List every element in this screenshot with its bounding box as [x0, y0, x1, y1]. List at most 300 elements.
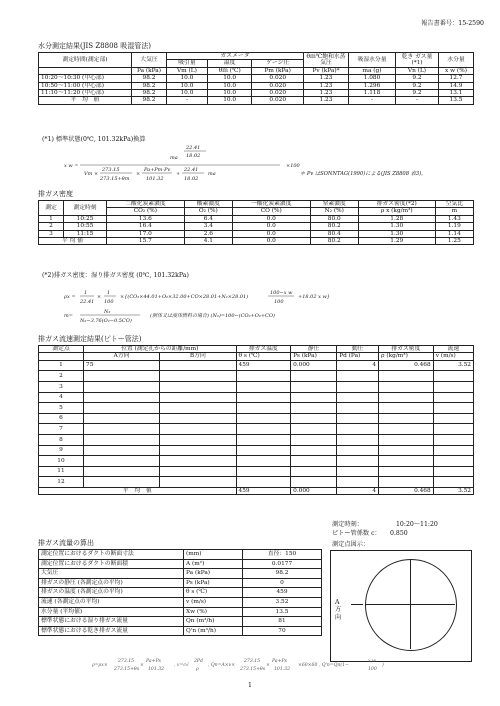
meas-time-label: 測定時刻： [332, 521, 363, 528]
cell: 0.468 [379, 360, 434, 371]
cell [433, 434, 473, 445]
cell: - [167, 97, 208, 104]
avg-row [39, 97, 474, 104]
cell [160, 381, 236, 392]
unit-cell: v (m/s) [433, 353, 473, 360]
cell: 10 [39, 456, 84, 467]
col-no: 測定 [39, 201, 64, 216]
table-row [39, 75, 474, 82]
svg-text:ma: ma [170, 155, 178, 161]
cell: A (m²) [184, 559, 243, 569]
svg-text:273.15+θs: 273.15+θs [114, 667, 140, 672]
table-row [39, 360, 474, 371]
cell [236, 424, 291, 435]
unit-cell: ρ x (kg/m³) [358, 208, 435, 215]
cell [84, 434, 160, 445]
table-row [39, 381, 474, 392]
svg-text:, Qn=A×v×: , Qn=A×v× [208, 663, 236, 668]
cell [291, 392, 337, 403]
cell [84, 445, 160, 456]
cell [291, 445, 337, 456]
cell: 10.0 [167, 89, 208, 96]
table-row [39, 456, 474, 467]
avg-label: 平 均 値 [39, 487, 237, 494]
cell: 測定位置におけるダクトの断面寸法 [39, 550, 184, 560]
cell [160, 413, 236, 424]
unit-cell: Pm (kPa) [252, 67, 304, 74]
cell [291, 403, 337, 414]
svg-text:Pa+Ps: Pa+Ps [272, 659, 287, 664]
table-row [39, 82, 474, 89]
cell [337, 434, 379, 445]
cell: 10.0 [167, 82, 208, 89]
cell [291, 371, 337, 382]
cell: 14.9 [439, 82, 474, 89]
table-row [39, 569, 322, 579]
cell: 1.080 [349, 75, 396, 82]
table-row [39, 578, 322, 588]
cell [337, 403, 379, 414]
cell: 98.2 [132, 89, 167, 96]
svg-text:ma: ma [208, 171, 216, 177]
moisture-note-1: (*1) 標準状態(0℃, 101.32kPa)換算 [42, 136, 146, 143]
svg-text:Pa+Pm-Pv: Pa+Pm-Pv [144, 167, 171, 173]
cell [236, 456, 291, 467]
cell: 大気圧 [39, 569, 184, 579]
unit-cell: x w (%) [439, 67, 474, 74]
cell [160, 477, 236, 488]
cell: 1.23 [304, 82, 349, 89]
cell [291, 381, 337, 392]
col-time: 測定時間(測定部) [39, 53, 132, 68]
flow-section-title: 排ガス流速測定結果(ピトー管法) [38, 335, 142, 343]
cell [236, 445, 291, 456]
unit-cell: O₂ (%) [184, 208, 232, 215]
cell [236, 392, 291, 403]
col-dry: 乾き ガス量(*1) [396, 53, 439, 68]
cell: 459 [243, 588, 322, 598]
cell [379, 477, 434, 488]
cell: 流速 (各測定点の平均) [39, 597, 184, 607]
cell [84, 381, 160, 392]
cell: 6.4 [184, 215, 232, 222]
col-temp: 温度 [207, 60, 252, 67]
cell [291, 466, 337, 477]
unit-cell: m [435, 208, 473, 215]
svg-text:101.32: 101.32 [148, 667, 165, 672]
table-row [39, 371, 474, 382]
cell [433, 477, 473, 488]
cell [291, 413, 337, 424]
cell: 11:15 [64, 230, 107, 237]
table-row [39, 424, 474, 435]
cell: 1.30 [358, 223, 435, 230]
col-absorb: 吸湿水分量 [349, 53, 396, 68]
cell: 排ガスの静圧 (各測定点の平均) [39, 578, 184, 588]
gasflow-table [38, 549, 322, 636]
cell: 10.0 [167, 75, 208, 82]
cell: 9.2 [396, 82, 439, 89]
unit-cell: Pa (kPa) [132, 67, 167, 74]
cell [236, 381, 291, 392]
col-o2: 酸素濃度 [184, 201, 232, 208]
cell: 測定位置におけるダクトの断面積 [39, 559, 184, 569]
table-row [39, 392, 474, 403]
col-gas-meter: ガスメータ [167, 53, 304, 60]
svg-text:×60×60 , Q'n=Qn(1−: ×60×60 , Q'n=Qn(1− [298, 663, 349, 668]
svg-text:m=: m= [64, 313, 73, 319]
cell: 直径：150 [243, 550, 322, 560]
unit-cell: Ps (kPa) [291, 353, 337, 360]
gasflow-section-title: 排ガス流量の算出 [38, 539, 94, 547]
cell [379, 381, 434, 392]
cell: 1.23 [304, 75, 349, 82]
svg-text:1: 1 [107, 290, 111, 296]
table-row [39, 434, 474, 445]
cell: 7 [39, 424, 84, 435]
col-temp: 排ガス温度 [236, 346, 291, 353]
unit-cell: N₂ (%) [310, 208, 358, 215]
cell: 0.000 [291, 360, 337, 371]
density-table [38, 200, 474, 245]
cell [160, 466, 236, 477]
cell: 9 [39, 445, 84, 456]
cell: 81 [243, 617, 322, 627]
cell: 13.5 [439, 97, 474, 104]
svg-text:×: × [97, 294, 102, 300]
cell: 1.25 [435, 237, 473, 244]
svg-text:×: × [266, 663, 270, 668]
cell: 1.23 [304, 97, 349, 104]
cell: 11 [39, 466, 84, 477]
diagram-label: 測定点図示： [332, 541, 370, 548]
cell [379, 456, 434, 467]
cell: 1.43 [435, 215, 473, 222]
svg-text:×100: ×100 [286, 163, 300, 169]
col-b-direction: B方向 [160, 353, 236, 360]
flow-formula-graphic [90, 655, 470, 673]
cell [337, 445, 379, 456]
svg-text:N₂−3.76(O₂−0.5CO): N₂−3.76(O₂−0.5CO) [80, 318, 132, 324]
col-density: 排ガス密度(*2) [358, 201, 435, 208]
svg-text:22.41: 22.41 [80, 299, 95, 305]
cell: 0.0177 [243, 559, 322, 569]
cell: Pa (kPa) [184, 569, 243, 579]
cell: v (m/s) [184, 597, 243, 607]
cell: Qn (m³/h) [184, 617, 243, 627]
cell [84, 413, 160, 424]
col-suction: 吸引量 [167, 60, 208, 67]
unit-cell: ρ (kg/m³) [379, 353, 434, 360]
table-row [39, 445, 474, 456]
cell: 2.6 [184, 230, 232, 237]
table-row [39, 413, 474, 424]
cell [379, 371, 434, 382]
cell [291, 434, 337, 445]
cell [379, 424, 434, 435]
cell: 3.4 [184, 223, 232, 230]
cell [433, 466, 473, 477]
cell: 13.5 [243, 607, 322, 617]
unit-cell [39, 353, 84, 360]
col-dynamic: 動圧 [337, 346, 379, 353]
cell: 9.2 [396, 75, 439, 82]
cell [337, 466, 379, 477]
cell: 標準状態における湿り排ガス流量 [39, 617, 184, 627]
col-velocity: 流速 [433, 346, 473, 353]
svg-text:ρ: ρ [196, 667, 199, 672]
measurement-point-diagram [330, 550, 472, 662]
cell [337, 413, 379, 424]
avg-label: 平 均 値 [39, 237, 107, 244]
cell [160, 403, 236, 414]
direction-label: A方向 [335, 599, 342, 621]
moisture-note-2: ＊ Pv はSONNTAG(1990)による(JIS Z8808 表3)。 [300, 171, 427, 177]
cell [84, 392, 160, 403]
cell: - [396, 97, 439, 104]
cell [337, 456, 379, 467]
col-density: 排ガス密度 [379, 346, 434, 353]
cell: 98.2 [243, 569, 322, 579]
col-sat: θｍ℃飽和水蒸気圧 [304, 53, 349, 68]
svg-text:101.32: 101.32 [274, 667, 291, 672]
svg-text:ρ=ρx×: ρ=ρx× [92, 663, 108, 668]
svg-text:100−x w: 100−x w [270, 290, 293, 296]
table-row [39, 550, 322, 560]
duct-circle [365, 559, 457, 651]
cell: 0.020 [252, 97, 304, 104]
cell: 98.2 [132, 75, 167, 82]
table-row [39, 559, 322, 569]
unit-cell: Vm (L) [167, 67, 208, 74]
col-n2: 窒素濃度 [310, 201, 358, 208]
cell: 8 [39, 434, 84, 445]
cell: 80.0 [310, 215, 358, 222]
cell: 6 [39, 413, 84, 424]
table-row [39, 215, 474, 222]
cell: 2 [39, 223, 64, 230]
cell [160, 434, 236, 445]
cell: 10:55 [64, 223, 107, 230]
unit-cell: θｍ (℃) [207, 67, 252, 74]
cell: 17.0 [107, 230, 185, 237]
table-row [39, 607, 322, 617]
cell: 80.2 [310, 223, 358, 230]
cell [379, 466, 434, 477]
cell [337, 424, 379, 435]
unit-cell: CO (%) [232, 208, 310, 215]
cell: 排ガスの温度 (各測定点の平均) [39, 588, 184, 598]
cell: 10:20～10:30 (中心部) [39, 75, 132, 82]
cell [84, 466, 160, 477]
cell [379, 434, 434, 445]
cell: 12 [39, 477, 84, 488]
svg-text:(例体又は液体燃料の場合) (N₂)=100−(CO₂+O: (例体又は液体燃料の場合) (N₂)=100−(CO₂+O₂+CO) [150, 313, 275, 319]
cell: 0.020 [252, 89, 304, 96]
cell [236, 477, 291, 488]
cell: Ps (kPa) [184, 578, 243, 588]
cell [337, 381, 379, 392]
svg-text:N₂: N₂ [104, 309, 111, 315]
unit-cell: Vn (L) [396, 67, 439, 74]
svg-text:100: 100 [104, 299, 114, 305]
svg-text:18.02: 18.02 [186, 153, 201, 159]
col-time: 測定時刻 [64, 201, 107, 216]
cell: 12.7 [439, 75, 474, 82]
svg-text:101.32: 101.32 [146, 176, 164, 182]
table-row [39, 477, 474, 488]
cell [291, 424, 337, 435]
cell: 水分量 (平均値) [39, 607, 184, 617]
svg-text:100: 100 [274, 299, 284, 305]
density-note: (*2)排ガス密度：湿り排ガス密度 (0℃, 101.32kPa) [42, 272, 189, 279]
col-position: 位置 (測定孔からの距離/mm) [84, 346, 237, 353]
svg-text:, v=c√: , v=c√ [174, 663, 189, 668]
svg-text:x w =: x w = [64, 163, 79, 169]
moisture-section-title: 水分測定結果(JIS Z8808 吸湿管法) [38, 42, 151, 50]
cell [433, 424, 473, 435]
col-co2: 二酸化炭素濃度 [107, 201, 185, 208]
svg-text:273.15: 273.15 [244, 659, 261, 664]
cell: 4 [337, 487, 379, 494]
cell: 5 [39, 403, 84, 414]
cell [433, 403, 473, 414]
cell: - [349, 97, 396, 104]
col-point: 測定点 [39, 346, 84, 353]
unit-cell [39, 67, 132, 74]
cell [337, 392, 379, 403]
cell: 0 [243, 578, 322, 588]
col-gauge: ゲージ圧 [252, 60, 304, 67]
cell: 1 [39, 215, 64, 222]
page-number: 1 [248, 682, 252, 689]
svg-text:22.41: 22.41 [184, 167, 199, 173]
unit-cell: Pd (Pa) [337, 353, 379, 360]
unit-cell: Pv (kPa)* [304, 67, 349, 74]
cell: 0.020 [252, 75, 304, 82]
cell: 459 [236, 360, 291, 371]
col-air-ratio: 空気比 [435, 201, 473, 208]
cell [337, 477, 379, 488]
svg-text:×: × [136, 171, 141, 177]
table-row [39, 223, 474, 230]
svg-text:ρx =: ρx = [64, 294, 76, 300]
cell [160, 445, 236, 456]
table-row [39, 597, 322, 607]
moisture-formula-graphic [60, 145, 320, 185]
col-pressure: 大気圧 [132, 53, 167, 68]
cell: θ s (℃) [184, 588, 243, 598]
cell: 1.19 [435, 223, 473, 230]
cell: 16.4 [107, 223, 185, 230]
pitot-value: 0.850 [390, 530, 408, 537]
svg-text:273.15+θs: 273.15+θs [240, 667, 266, 672]
cell: 1.23 [304, 89, 349, 96]
cell [236, 413, 291, 424]
svg-text:22.41: 22.41 [186, 145, 201, 151]
table-row [39, 626, 322, 636]
cell: 3 [39, 381, 84, 392]
cell: 1.29 [358, 237, 435, 244]
cell: 98.2 [132, 82, 167, 89]
cell: 4 [337, 360, 379, 371]
cell: 0.0 [232, 230, 310, 237]
cell: 75 [84, 360, 160, 371]
cell [236, 434, 291, 445]
cell [379, 403, 434, 414]
avg-label: 平 均 値 [39, 97, 132, 104]
table-row [39, 588, 322, 598]
cell [236, 403, 291, 414]
col-water: 水分量 [439, 53, 474, 68]
cell [379, 413, 434, 424]
svg-text:×{(CO₂×44.01+O₂×32.00+CO×28.01: ×{(CO₂×44.01+O₂×32.00+CO×28.01+N₂×28.01) [120, 294, 249, 300]
table-row [39, 230, 474, 237]
svg-text:Pa+Ps: Pa+Ps [146, 659, 161, 664]
cell: 10.0 [207, 97, 252, 104]
svg-text:Vm ×: Vm × [84, 171, 99, 177]
cell [84, 403, 160, 414]
cell: 0.0 [232, 215, 310, 222]
cell [160, 371, 236, 382]
density-formula-graphic [60, 282, 460, 324]
svg-text:): ) [382, 663, 384, 668]
cell [160, 456, 236, 467]
cell [433, 381, 473, 392]
svg-text:1: 1 [84, 290, 88, 296]
cell [160, 360, 236, 371]
cell: 9.2 [396, 89, 439, 96]
svg-text:100: 100 [368, 667, 377, 672]
diagram-vertical-line [410, 559, 411, 649]
pitot-label: ピトー管係数 c： [332, 530, 381, 537]
cell: 11:10～11:20 (中心部) [39, 89, 132, 96]
cell [337, 371, 379, 382]
cell: 80.4 [310, 230, 358, 237]
cell: 0.468 [379, 487, 434, 494]
table-row [39, 403, 474, 414]
cell: 1.296 [349, 82, 396, 89]
col-static: 静圧 [291, 346, 337, 353]
cell [433, 413, 473, 424]
svg-text:273.15: 273.15 [102, 167, 120, 173]
cell: 1.14 [435, 230, 473, 237]
svg-text:×: × [140, 663, 144, 668]
unit-cell: ma (g) [349, 67, 396, 74]
cell: 70 [243, 626, 322, 636]
cell: 1.28 [358, 215, 435, 222]
cell: Xw (%) [184, 607, 243, 617]
cell: 1.118 [349, 89, 396, 96]
moisture-table [38, 52, 474, 105]
cell: 459 [236, 487, 291, 494]
col-co: 一酸化炭素濃度 [232, 201, 310, 208]
svg-text:x w: x w [368, 659, 376, 664]
cell [433, 456, 473, 467]
cell: 2 [39, 371, 84, 382]
cell: 1.30 [358, 230, 435, 237]
cell: 10.0 [207, 89, 252, 96]
report-number: 報告書番号：15-2590 [421, 20, 484, 27]
cell [160, 424, 236, 435]
cell [433, 371, 473, 382]
cell: 80.2 [310, 237, 358, 244]
density-section-title: 排ガス密度 [38, 190, 73, 198]
flow-table [38, 345, 474, 495]
avg-row [39, 487, 474, 494]
cell [433, 445, 473, 456]
svg-text:+: + [176, 171, 181, 177]
